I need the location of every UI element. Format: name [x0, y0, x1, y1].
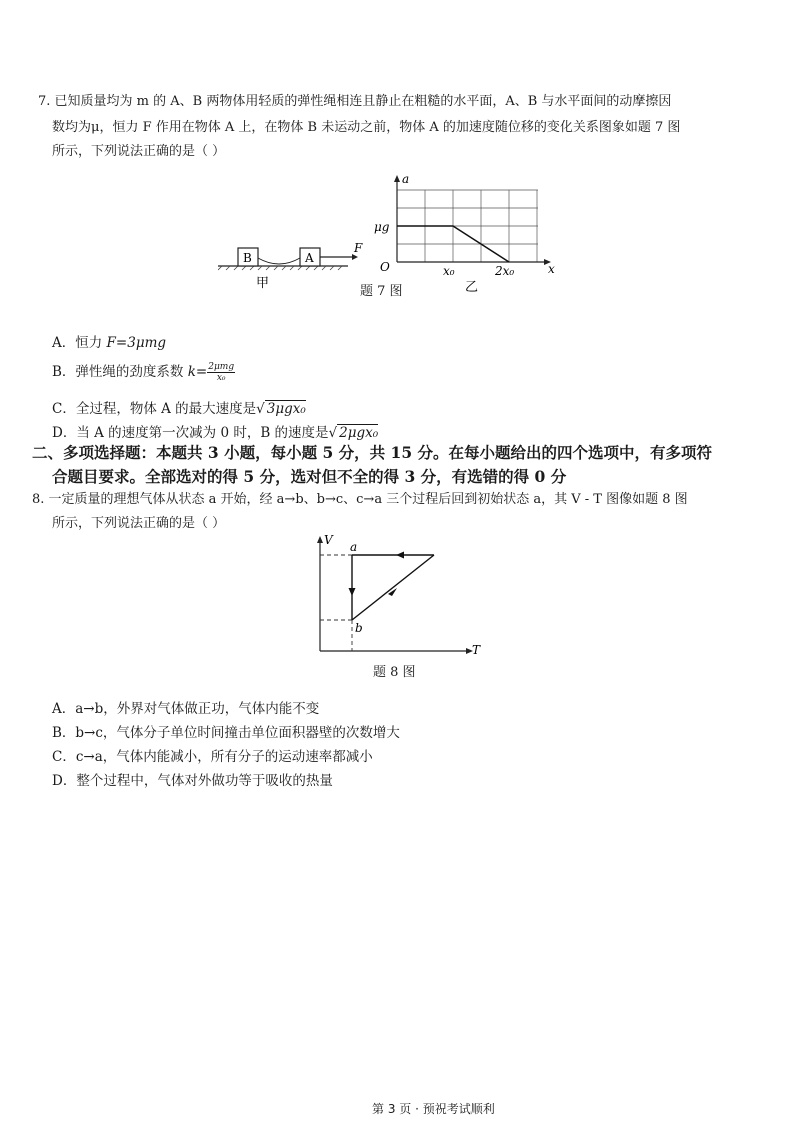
q8-option-d: D．整个过程中，气体对外做功等于吸收的热量 [52, 773, 333, 789]
block-a-label: A [305, 251, 314, 265]
sqrt-icon: √ [256, 401, 265, 417]
fig-yi-label: 乙 [465, 280, 479, 294]
v-axis-label: V [324, 533, 333, 547]
q7-line-1: 7. 已知质量均为 m 的 A、B 两物体用轻质的弹性绳相连且静止在粗糙的水平面，A、B 与水平面间的动摩擦因 [38, 94, 672, 109]
origin-label: O [380, 260, 390, 274]
fig-jia-label: 甲 [256, 276, 270, 291]
q8-figure-caption: 题 8 图 [373, 665, 416, 680]
q7-figure-caption: 题 7 图 [360, 284, 403, 299]
q7-line-2: 数均为μ，恒力 F 作用在物体 A 上，在物体 B 未运动之前，物体 A 的加速度随位移的变化关系图象如题 7 图 [52, 120, 681, 135]
force-label: F [354, 241, 363, 255]
section2-heading-line-2: 合题目要求。全部选对的得 5 分，选对但不全的得 3 分，有选错的得 0 分 [52, 467, 567, 486]
q7-option-d: D．当 A 的速度第一次减为 0 时，B 的速度是√ 2μgx₀ [52, 425, 379, 441]
q7-option-b-fraction: $\frac{\text{2μmg}}{\text{x₀}}$ [208, 362, 235, 383]
q7-option-a: A．恒力 F=3μmg [52, 335, 167, 351]
q8-line-2: 所示，下列说法正确的是（ ） [52, 516, 226, 531]
q8-option-a: A．a→b，外界对气体做正功，气体内能不变 [52, 701, 320, 717]
sqrt-icon: √ [328, 425, 338, 441]
x0-tick-label: x₀ [443, 264, 455, 278]
elastic-rope [258, 258, 300, 264]
mu-g-label: μg [374, 220, 390, 234]
q8-option-b: B．b→c，气体分子单位时间撞击单位面积器壁的次数增大 [52, 725, 400, 741]
q8-line-1: 8. 一定质量的理想气体从状态 a 开始，经 a→b、b→c、c→a 三个过程后回到初始状态 a，其 V - T 图像如题 8 图 [32, 492, 688, 507]
x-axis-label: x [548, 262, 555, 276]
point-b-label: b [355, 621, 363, 635]
point-a-label: a [350, 540, 358, 554]
page-footer: 第 3 页 · 预祝考试顺利 [372, 1102, 495, 1116]
q7-option-a-expr: F=3μmg [106, 335, 167, 351]
q8-figure [308, 533, 488, 657]
q7-option-c: C．全过程，物体 A 的最大速度是√ 3μgx₀ [52, 401, 306, 417]
q7-option-d-radicand: 2μgx₀ [339, 425, 379, 441]
t-axis-label: T [472, 643, 481, 657]
block-b-label: B [243, 251, 252, 265]
q7-figure-yi [370, 172, 560, 294]
a-axis-label: a [402, 172, 410, 186]
q7-line-3: 所示，下列说法正确的是（ ） [52, 144, 226, 159]
section2-heading-line-1: 二、多项选择题：本题共 3 小题，每小题 5 分，共 15 分。在每小题给出的四个选项中，有多项符 [32, 443, 713, 462]
q7-figure-jia [218, 240, 368, 292]
2x0-tick-label: 2x₀ [495, 264, 515, 278]
process-b-to-c [352, 555, 434, 620]
q8-option-c: C．c→a，气体内能减小，所有分子的运动速率都减小 [52, 749, 373, 765]
q7-option-b: B．弹性绳的劲度系数 k= $\frac{\text{2μmg}}{\text{x₀}}$ [52, 362, 235, 383]
q7-option-c-radicand: 3μgx₀ [266, 401, 306, 417]
